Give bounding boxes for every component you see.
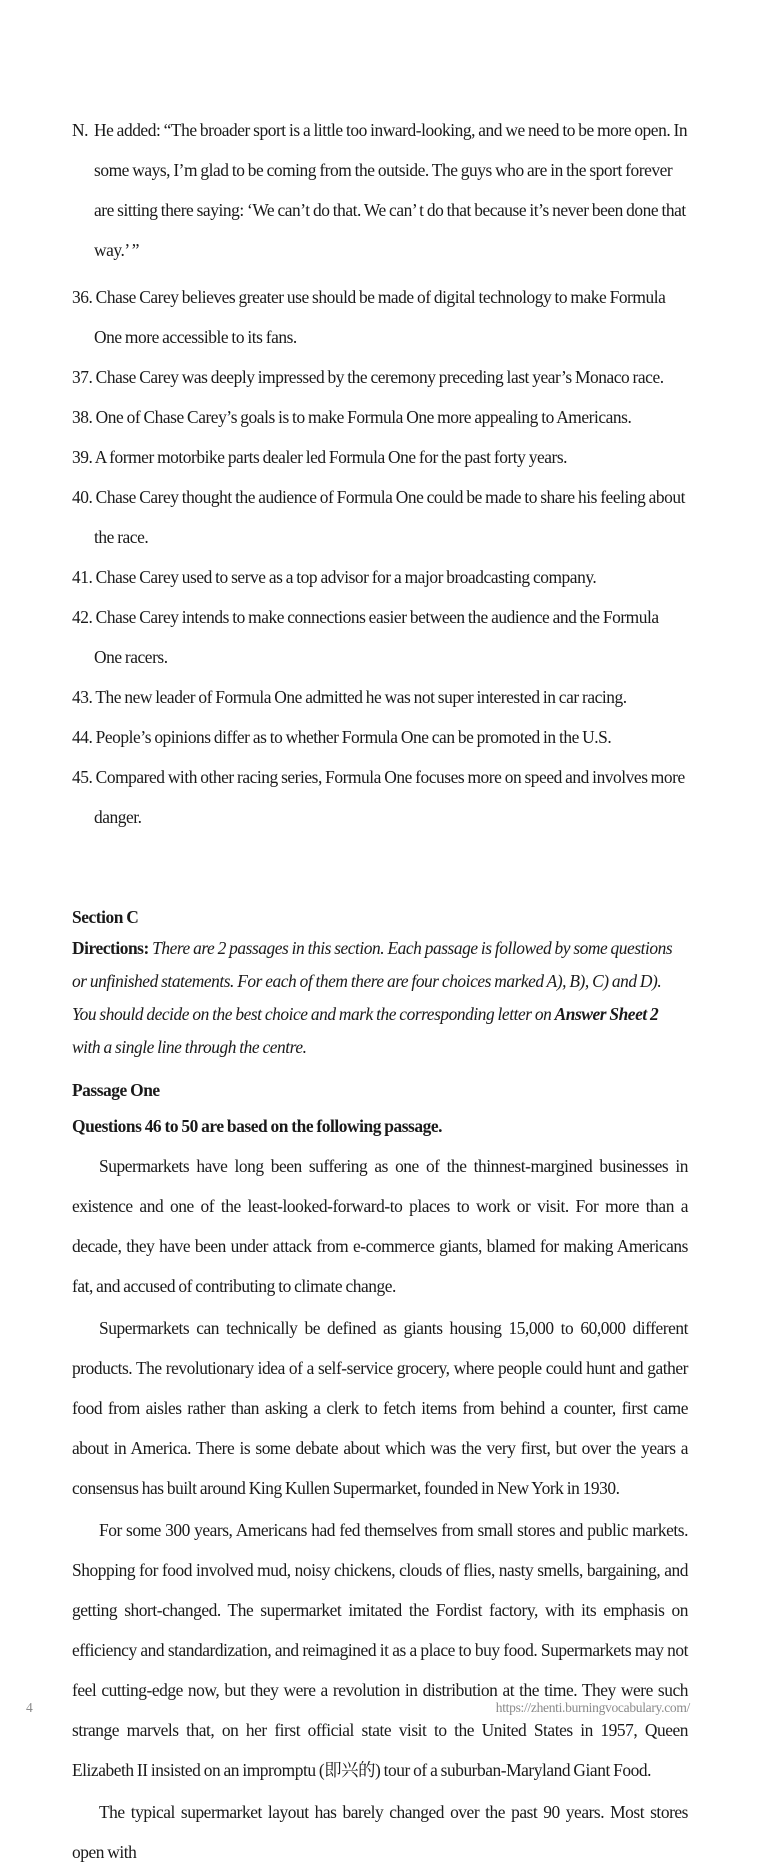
statement-40: 40. Chase Carey thought the audience of Formula One could be made to share his feeling about the race. (72, 487, 686, 547)
passage-paragraph: Supermarkets can technically be defined as giants housing 15,000 to 60,000 different products. The revolutionary idea of a self-service grocery, where people could hunt and gather food from aisles rather than asking a clerk to fetch items from behind a counter, first came about in America. There is some debate about which was the very first, but over the years a consensus has built around King Kullen Supermarket, founded in New York in 1930. (72, 1318, 688, 1498)
statement-36: 36. Chase Carey believes greater use should be made of digital technology to make Formula One more accessible to its fans. (72, 287, 666, 347)
statement-37: 37. Chase Carey was deeply impressed by the ceremony preceding last year’s Monaco race. (72, 367, 664, 387)
passage-one-questions: Questions 46 to 50 are based on the following passage. (72, 1116, 442, 1136)
directions-answer-sheet: Answer Sheet 2 (554, 1004, 659, 1024)
section-c-title: Section C (72, 907, 139, 927)
statement-45: 45. Compared with other racing series, Formula One focuses more on speed and involves more danger. (72, 767, 685, 827)
directions-label: Directions: (72, 938, 149, 958)
passage-one-title: Passage One (72, 1080, 160, 1100)
passage-paragraph: Supermarkets have long been suffering as one of the thinnest-margined businesses in existence and one of the least-looked-forward-to places to work or visit. For more than a decade, they have been under attack from e-commerce giants, blamed for making Americans fat, and accused of contributing to climate change. (72, 1156, 688, 1296)
statement-38: 38. One of Chase Carey’s goals is to make Formula One more appealing to Americans. (72, 407, 632, 427)
statement-39: 39. A former motorbike parts dealer led Formula One for the past forty years. (72, 447, 568, 467)
page-number: 4 (26, 1700, 33, 1715)
statement-42: 42. Chase Carey intends to make connections easier between the audience and the Formula One racers. (72, 607, 659, 667)
passage-paragraph: For some 300 years, Americans had fed themselves from small stores and public markets. Shopping for food involved mud, noisy chickens, clouds of flies, nasty smells, bargaining, and getting short-changed. The supermarket imitated the Fordist factory, with its emphasis on efficiency and standardization, and reimagined it as a place to buy food. Supermarkets may not feel cutting-edge now, but they were a revolution in distribution at the time. They were such strange marvels that, on her first official state visit to the United States in 1957, Queen Elizabeth II insisted on an impromptu (即兴的) tour of a suburban-Maryland Giant Food. (72, 1520, 688, 1780)
statement-43: 43. The new leader of Formula One admitted he was not super interested in car racing. (72, 687, 627, 707)
directions-text-1: There are 2 passages in this section. Each passage is followed by some questions or unfinished statements. For each of them there are four choices marked A), B), C) and D). You should decide on the best choice and mark the corresponding letter on (72, 938, 673, 1024)
statement-44: 44. People’s opinions differ as to whether Formula One can be promoted in the U.S. (72, 727, 612, 747)
section-c-directions (72, 932, 688, 1064)
paragraph-n (72, 110, 688, 270)
statement-41: 41. Chase Carey used to serve as a top advisor for a major broadcasting company. (72, 567, 597, 587)
footer-url[interactable]: https://zhenti.burningvocabulary.com/ (495, 1700, 690, 1715)
paragraph-n-text: He added: “The broader sport is a little too inward-looking, and we need to be more open. In some ways, I’m glad to be coming from the outside. The guys who are in the sport forever are sitting there saying: ‘We can’t do that. We can’ t do that because it’s never been done that way.’ ” (94, 120, 688, 260)
statement-list (72, 277, 688, 837)
passage-paragraph: The typical supermarket layout has barely changed over the past 90 years. Most stores open with (72, 1802, 688, 1862)
document-page (72, 110, 688, 1872)
paragraph-n-label: N. (72, 120, 89, 140)
directions-text-2: with a single line through the centre. (72, 1037, 307, 1057)
